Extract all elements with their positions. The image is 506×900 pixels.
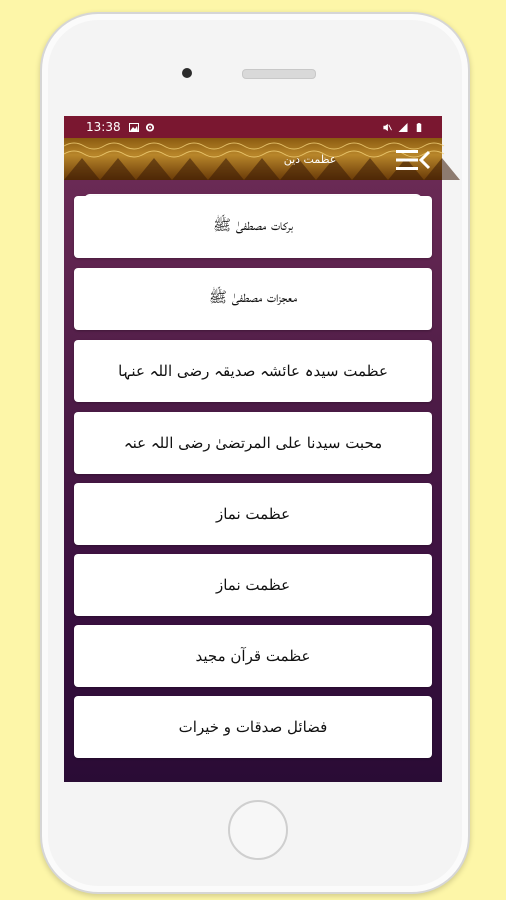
- signal-icon: [398, 123, 408, 132]
- settings-gear-icon: [145, 123, 155, 132]
- mute-icon: [382, 123, 392, 132]
- list-item[interactable]: برکات مصطفیٰ ﷺ: [74, 196, 432, 258]
- content-area: [64, 180, 442, 782]
- status-time: 13:38: [86, 120, 121, 134]
- list-item[interactable]: محبت سیدنا علی المرتضیٰ رضی اللہ عنہ: [74, 412, 432, 474]
- list-item[interactable]: عظمت نماز: [74, 483, 432, 545]
- app-header: [64, 138, 442, 180]
- earpiece-speaker: [242, 69, 316, 79]
- front-camera: [182, 68, 192, 78]
- header-title: عظمت دین: [283, 153, 337, 166]
- topic-list: [74, 216, 432, 782]
- menu-icon[interactable]: [396, 148, 430, 172]
- battery-icon: [414, 123, 424, 132]
- image-icon: [129, 123, 139, 132]
- status-bar: [64, 116, 442, 138]
- list-item[interactable]: عظمت نماز: [74, 554, 432, 616]
- list-item[interactable]: فضائل صدقات و خیرات: [74, 696, 432, 758]
- home-button[interactable]: [228, 800, 288, 860]
- list-item[interactable]: عظمت سیدہ عائشہ صدیقہ رضی اللہ عنہا: [74, 340, 432, 402]
- list-item[interactable]: عظمت قرآن مجید: [74, 625, 432, 687]
- ornamental-header-pattern: [64, 138, 442, 180]
- app-screen: [64, 116, 442, 782]
- list-item[interactable]: معجزات مصطفیٰ ﷺ: [74, 268, 432, 330]
